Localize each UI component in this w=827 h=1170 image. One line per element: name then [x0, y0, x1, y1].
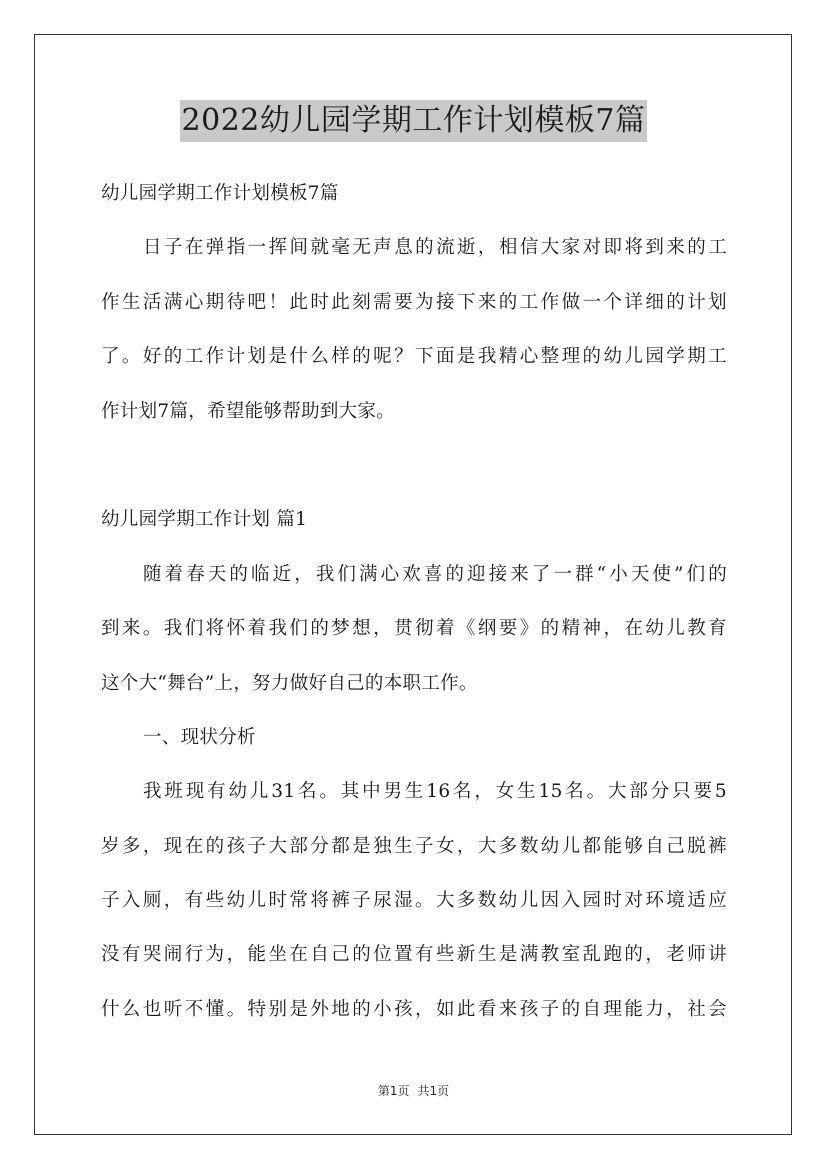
paragraph-line: 这个大“舞台”上，努力做好自己的本职工作。: [101, 672, 478, 694]
paragraph-line: 日子在弹指一挥间就毫无声息的流逝，相信大家对即将到来的工: [143, 237, 727, 259]
paragraph-line: 岁多，现在的孩子大部分都是独生子女，大多数幼儿都能够自己脱裤: [101, 835, 727, 857]
paragraph-line: 子入厕，有些幼儿时常将裤子尿湿。大多数幼儿因入园时对环境适应: [101, 890, 727, 912]
document-title: 2022幼儿园学期工作计划模板7篇: [180, 100, 648, 142]
paragraph-line: 没有哭闹行为，能坐在自己的位置有些新生是满教室乱跑的，老师讲: [101, 944, 727, 966]
document-body: [101, 172, 727, 1042]
section-heading: 幼儿园学期工作计划 篇1: [101, 509, 308, 531]
paragraph-line: 作计划7篇，希望能够帮助到大家。: [101, 400, 396, 422]
section-paragraph-1: [101, 553, 727, 716]
document-subtitle: 幼儿园学期工作计划模板7篇: [101, 183, 339, 204]
title-area: [0, 100, 827, 142]
paragraph-line: 了。好的工作计划是什么样的呢？下面是我精心整理的幼儿园学期工: [101, 346, 727, 368]
sub-heading: 一、现状分析: [143, 726, 256, 748]
section-paragraph-2: [101, 770, 727, 1042]
paragraph-line: 什么也听不懂。特别是外地的小孩，如此看来孩子的自理能力，社会: [101, 998, 727, 1020]
page-footer: [0, 1082, 827, 1099]
paragraph-line: 到来。我们将怀着我们的梦想，贯彻着《纲要》的精神，在幼儿教育: [101, 618, 727, 640]
page-total: 共1页: [417, 1084, 450, 1098]
paragraph-line: 随着春天的临近，我们满心欢喜的迎接来了一群“小天使”们的: [143, 563, 727, 585]
intro-paragraph: [101, 226, 727, 444]
blank-line: [101, 444, 727, 498]
paragraph-line: 作生活满心期待吧！此时此刻需要为接下来的工作做一个详细的计划: [101, 291, 727, 313]
page-number: 第1页: [377, 1084, 410, 1098]
paragraph-line: 我班现有幼儿31名。其中男生16名，女生15名。大部分只要5: [143, 781, 727, 803]
